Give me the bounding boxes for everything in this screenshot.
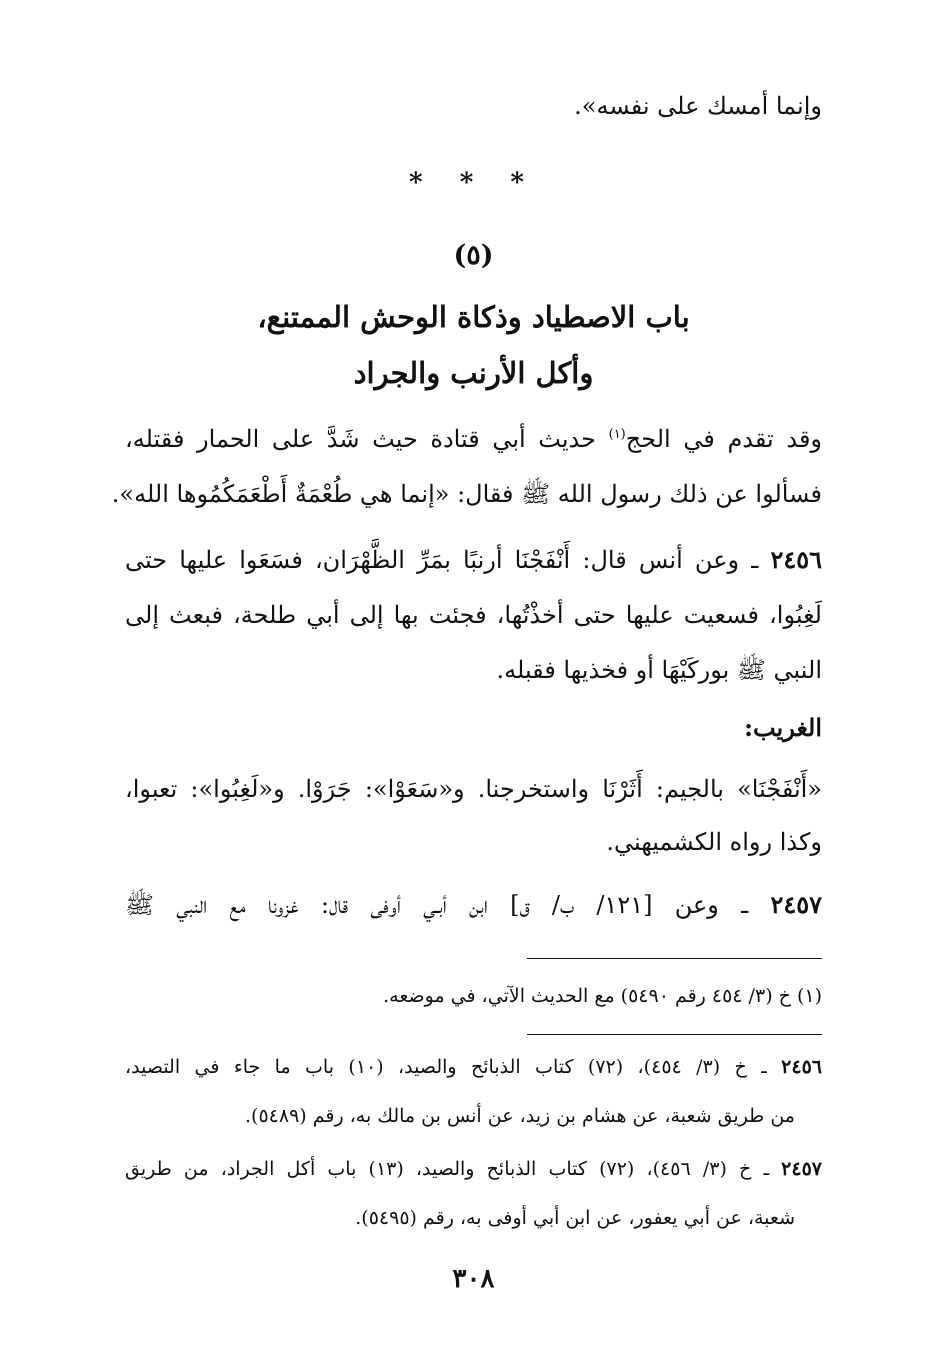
chapter-number: (٥)	[453, 240, 494, 271]
footnote-1: (١) خ (٣/ ٤٥٤ رقم ٥٤٩٠) مع الحديث الآتي، في موضعه.	[383, 985, 822, 1007]
paragraph-intro-text-a: وقد تقدم في الحج	[625, 425, 823, 453]
takhrij-2457-line-1	[125, 1158, 822, 1180]
takhrij-2456-text-a: ـ خ (٣/ ٤٥٤)، (٧٢) كتاب الذبائح والصيد، (١٠) باب ما جاء في التصيد،	[125, 1056, 782, 1078]
takhrij-2456-line-1	[125, 1056, 822, 1078]
hadith-number-2456: ٢٤٥٦	[770, 545, 822, 574]
hadith-number-2457: ٢٤٥٧	[770, 890, 822, 919]
gharib-line-1: «أَنْفَجْنَا» بالجيم: أَثَرْنَا واستخرجنا. و«سَعَوْا»: جَرَوْا. و«لَغِبُوا»: تعبوا،	[125, 775, 822, 803]
chapter-heading-line-2: وأكل الأرنب والجراد	[353, 356, 594, 390]
hadith-2456-text-a: ـ وعن أنس قال: أَنْفَجْنَا أرنبًا بمَرِّ الظَّهْرَان، فسَعَوا عليها حتى	[125, 546, 771, 574]
takhrij-2457-line-2: شعبة، عن أبي يعفور، عن ابن أبي أوفى به، رقم (٥٤٩٥).	[355, 1207, 795, 1229]
footnote-reference: (١)	[608, 427, 626, 442]
chapter-heading-line-1: باب الاصطياد وذكاة الوحش الممتنع،	[257, 300, 690, 334]
footnote-separator-2	[527, 1034, 822, 1035]
page-number: ٣٠٨	[452, 1264, 495, 1294]
takhrij-number-2457: ٢٤٥٧	[781, 1158, 822, 1180]
footnote-separator-1	[527, 958, 822, 959]
hadith-2456-line-3: النبي ﷺ بوركَيْهَا أو فخذيها فقبله.	[496, 656, 822, 684]
paragraph-intro-text-b: حديث أبي قتادة حيث شَدَّ على الحمار فقتله،	[125, 425, 609, 453]
paragraph-intro-line-2: فسألوا عن ذلك رسول الله ﷺ فقال: «إنما هي طُعْمَةٌ أَطْعَمَكُمُوها الله».	[111, 480, 822, 508]
hadith-2457-line-1	[125, 890, 822, 925]
gharib-title: الغريب:	[744, 713, 822, 742]
text-line-continuation: وإنما أمسك على نفسه».	[574, 92, 822, 120]
takhrij-2456-line-2: من طريق شعبة، عن هشام بن زيد، عن أنس بن مالك به، رقم (٥٤٨٩).	[245, 1105, 795, 1127]
hadith-2456-line-1	[125, 545, 822, 574]
hadith-2457-text-a: ـ وعن [١٢١/ ب/ ق] ابن أبـي أوفى قال: غزونا مع النبي ﷺ	[125, 891, 771, 919]
takhrij-number-2456: ٢٤٥٦	[781, 1056, 822, 1078]
section-divider-stars: * * *	[409, 168, 538, 198]
hadith-2456-line-2: لَغِبُوا، فسعيت عليها حتى أخذْتُها، فجئت بها إلى أبي طلحة، فبعث إلى	[125, 601, 822, 629]
takhrij-2457-text-a: ـ خ (٣/ ٤٥٦)، (٧٢) كتاب الذبائح والصيد، (١٣) باب أكل الجراد، من طريق	[125, 1158, 782, 1180]
gharib-line-2: وكذا رواه الكشميهني.	[606, 828, 822, 856]
paragraph-intro-line-1	[125, 425, 822, 453]
